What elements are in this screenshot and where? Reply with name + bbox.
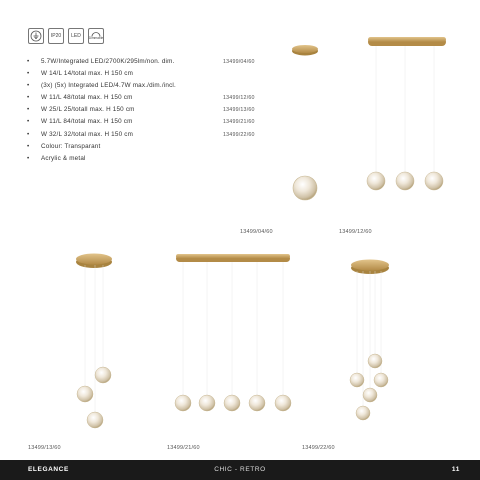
globe [77,386,93,402]
globe [224,395,240,411]
bullet: • [27,106,30,114]
spec-code: 13499/21/60 [223,119,255,126]
caption-13499-13: 13499/13/60 [28,445,61,451]
caption-13499-22: 13499/22/60 [302,445,335,451]
footer-collection: CHIC - RETRO [214,466,266,473]
page-footer [0,460,480,480]
spec-text: (3x) (5x) Integrated LED/4.7W max./dim./incl. [41,82,176,90]
page-number: 11 [451,466,460,473]
spec-text: W 11/L 84/total max. H 150 cm [41,118,133,126]
globe [275,395,291,411]
bullet: • [27,130,30,138]
spec-code: 13499/04/60 [223,59,255,65]
globe [368,354,382,368]
pendant-13499-13 [76,254,112,429]
pendant-13499-04 [292,45,318,200]
caption-13499-12: 13499/12/60 [339,229,372,235]
bullet: • [27,142,30,150]
spec-text: Acrylic & metal [41,154,86,162]
bullet: • [27,58,30,65]
canopy-top [292,45,318,53]
bullet: • [27,154,30,162]
spec-text: 5.7W/Integrated LED/2700K/295lm/non. dim. [41,58,175,65]
ip20-label: IP20 [50,32,62,39]
spec-code: 13499/22/60 [223,131,255,138]
spec-code: 13499/13/60 [223,107,255,114]
globe [249,395,265,411]
pendant-13499-22 [350,260,389,421]
canopy-top [76,254,112,265]
bullet: • [27,94,30,102]
bullet: • [27,82,30,90]
spec-text: W 25/L 25/totall max. H 150 cm [41,106,135,114]
globe [363,388,377,402]
spec-text: W 11/L 48/total max. H 150 cm [41,94,133,102]
globe [350,373,364,387]
globe [425,172,443,190]
pendant-13499-12 [367,37,446,190]
caption-13499-04: 13499/04/60 [240,229,273,235]
spec-code: 13499/12/60 [223,95,255,102]
caption-13499-21: 13499/21/60 [167,445,200,451]
canopy-top [351,260,389,271]
bullet: • [27,70,30,78]
spec-text: W 32/L 32/total max. H 150 cm [41,130,134,138]
bar-canopy-top [368,37,446,42]
bar-canopy-top [176,254,290,259]
globe [374,373,388,387]
globe [87,412,103,428]
footer-brand: ELEGANCE [28,466,69,473]
dimmable-label: Dimmable [88,35,104,40]
bullet: • [27,118,30,126]
globe [356,406,370,420]
globe [199,395,215,411]
globe [367,172,385,190]
globe [175,395,191,411]
spec-text: W 14/L 14/total max. H 150 cm [41,70,134,78]
globe [95,367,111,383]
globe [396,172,414,190]
pendant-13499-21 [175,254,291,411]
spec-text: Colour: Transparant [41,142,101,150]
led-label: LED [71,32,81,39]
globe [293,176,317,200]
